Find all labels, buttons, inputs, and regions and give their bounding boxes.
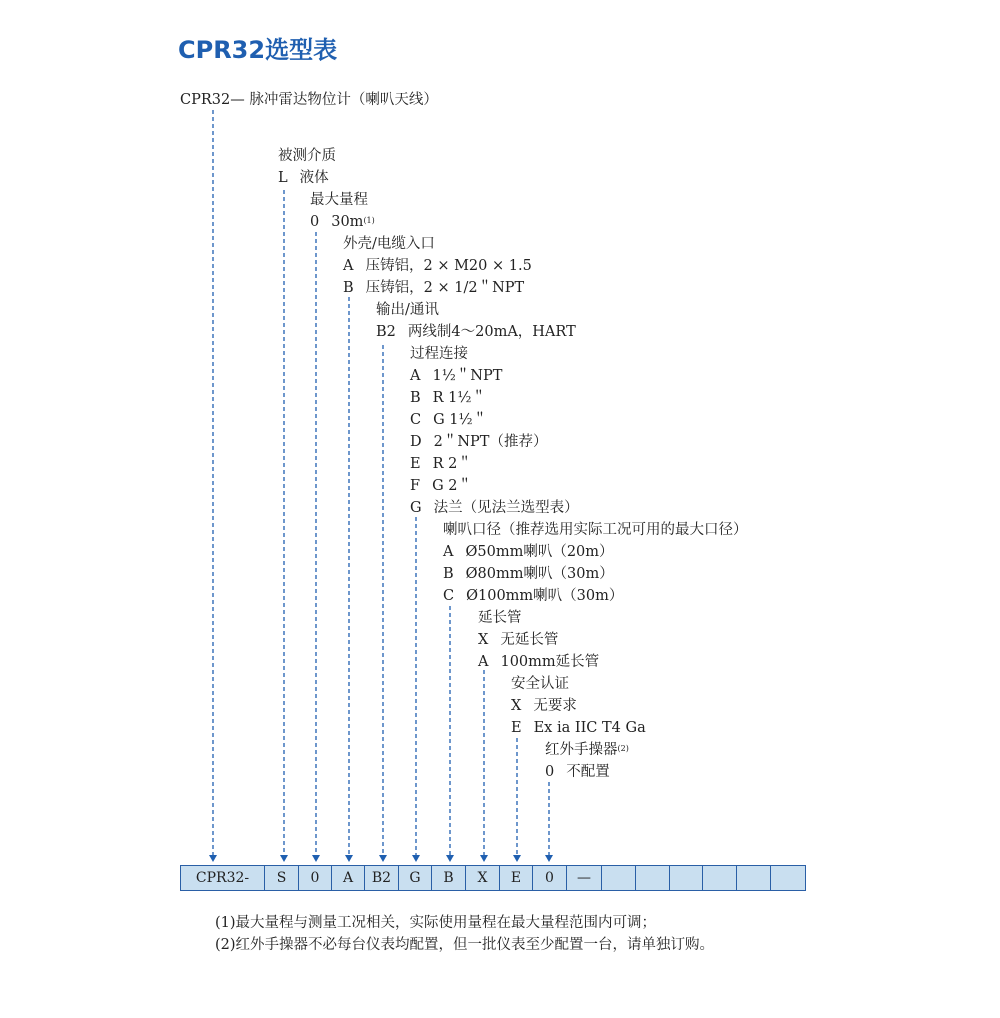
option-text: Ø80mm喇叭（30m） bbox=[465, 566, 614, 582]
option-code: A bbox=[478, 654, 489, 670]
section-heading-process: 过程连接 bbox=[410, 346, 468, 362]
option-code: A bbox=[410, 368, 421, 384]
option-text: 无延长管 bbox=[500, 632, 559, 648]
code-cell-4: B2 bbox=[364, 866, 398, 890]
code-cell-7: X bbox=[465, 866, 499, 890]
code-cell-14 bbox=[702, 866, 736, 890]
section-heading-housing: 外壳/电缆入口 bbox=[343, 236, 435, 252]
option-text: 压铸铝，2 × 1/2＂NPT bbox=[365, 280, 525, 296]
order-code-bar bbox=[180, 865, 806, 891]
section-heading-extension: 延长管 bbox=[478, 610, 522, 626]
option-code: C bbox=[410, 412, 422, 428]
option-text: 1½＂NPT bbox=[432, 368, 503, 384]
option-text: 100mm延长管 bbox=[500, 654, 600, 670]
option-text: R 1½＂ bbox=[432, 390, 486, 406]
option-text: 不配置 bbox=[566, 764, 610, 780]
code-cell-11 bbox=[601, 866, 635, 890]
code-cell-0: CPR32- bbox=[195, 870, 250, 886]
option-text: 压铸铝，2 × M20 × 1.5 bbox=[365, 258, 532, 274]
code-cell-15 bbox=[736, 866, 770, 890]
arrow-head-3 bbox=[345, 855, 353, 862]
code-cell-10: — bbox=[566, 866, 601, 890]
option-text: 法兰（见法兰选型表） bbox=[433, 500, 579, 516]
option-text: 30m bbox=[331, 214, 364, 230]
option-text: G 1½＂ bbox=[433, 412, 488, 428]
option-code: A bbox=[343, 258, 354, 274]
arrow-head-9 bbox=[545, 855, 553, 862]
arrow-head-8 bbox=[513, 855, 521, 862]
code-cell-5: G bbox=[398, 866, 431, 890]
arrow-head-7 bbox=[480, 855, 488, 862]
option-text: 两线制4～20mA，HART bbox=[407, 324, 576, 340]
footnote-1: (1)最大量程与测量工况相关，实际使用量程在最大量程范围内可调； bbox=[215, 915, 657, 931]
page-title: CPR32选型表 bbox=[178, 36, 338, 64]
section-heading-certification: 安全认证 bbox=[511, 676, 569, 692]
section-heading-medium: 被测介质 bbox=[278, 148, 336, 164]
option-code: B2 bbox=[376, 324, 396, 340]
option-text: 2＂NPT（推荐） bbox=[433, 434, 548, 450]
option-code: L bbox=[278, 170, 288, 186]
code-cell-16 bbox=[770, 866, 805, 890]
option-code: X bbox=[511, 698, 522, 714]
section-heading-range: 最大量程 bbox=[310, 192, 368, 208]
option-text: R 2＂ bbox=[432, 456, 472, 472]
option-text: G 2＂ bbox=[432, 478, 472, 494]
section-heading-ir-handheld: 红外手操器$^{(2)}$ bbox=[545, 742, 629, 758]
code-cell-1: S bbox=[264, 866, 298, 890]
section-heading-output: 输出/通讯 bbox=[376, 302, 439, 318]
arrow-head-0 bbox=[209, 855, 217, 862]
option-range-0: 0 $30m^{(1)}$ bbox=[310, 214, 375, 230]
footnote-2: (2)红外手操器不必每台仪表均配置，但一批仪表至少配置一台，请单独订购。 bbox=[215, 937, 715, 953]
option-text: Ø100mm喇叭（30m） bbox=[466, 588, 624, 604]
code-cell-2: 0 bbox=[298, 866, 331, 890]
code-cell-8: E bbox=[499, 866, 532, 890]
option-code: 0 bbox=[310, 214, 320, 230]
option-code: B bbox=[443, 566, 454, 582]
option-code: X bbox=[478, 632, 489, 648]
arrow-head-5 bbox=[412, 855, 420, 862]
code-cell-13 bbox=[669, 866, 702, 890]
option-code: F bbox=[410, 478, 421, 494]
option-text: 无要求 bbox=[533, 698, 577, 714]
arrow-head-6 bbox=[446, 855, 454, 862]
product-header: CPR32— 脉冲雷达物位计（喇叭天线） bbox=[180, 92, 438, 108]
option-text: Ex ia IIC T4 Ga bbox=[533, 720, 646, 736]
option-text: 液体 bbox=[299, 170, 329, 186]
option-code: E bbox=[511, 720, 522, 736]
code-cell-9: 0 bbox=[532, 866, 566, 890]
arrow-head-2 bbox=[312, 855, 320, 862]
option-code: 0 bbox=[545, 764, 555, 780]
option-code: E bbox=[410, 456, 421, 472]
option-code: G bbox=[410, 500, 422, 516]
option-code: C bbox=[443, 588, 455, 604]
arrow-head-1 bbox=[280, 855, 288, 862]
option-text: Ø50mm喇叭（20m） bbox=[465, 544, 614, 560]
code-cell-6: B bbox=[431, 866, 465, 890]
option-code: B bbox=[410, 390, 421, 406]
arrow-head-4 bbox=[379, 855, 387, 862]
code-cell-12 bbox=[635, 866, 669, 890]
option-code: D bbox=[410, 434, 422, 450]
option-code: A bbox=[443, 544, 454, 560]
option-code: B bbox=[343, 280, 354, 296]
code-cell-3: A bbox=[331, 866, 364, 890]
section-heading-horn: 喇叭口径（推荐选用实际工况可用的最大口径） bbox=[443, 522, 748, 538]
